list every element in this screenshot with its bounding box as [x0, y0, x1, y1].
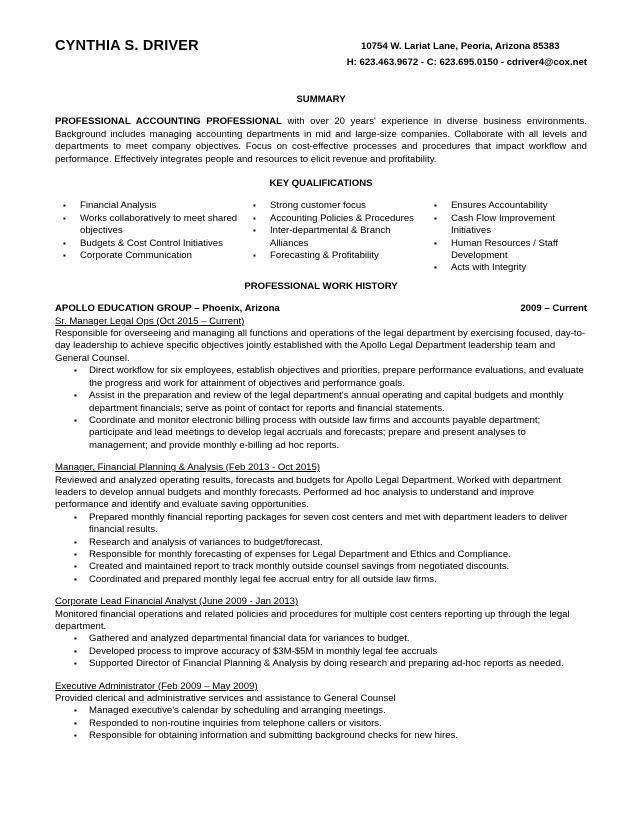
qualification-item: ▪ Inter-departmental & Branch Alliances [245, 225, 426, 250]
summary-paragraph [55, 116, 587, 166]
summary-lead: PROFESSIONAL ACCOUNTING PROFESSIONAL [55, 116, 282, 128]
qualification-item: ▪ Forecasting & Profitability [245, 250, 426, 262]
role-bullets [55, 705, 587, 742]
qualification-item: ▪ Accounting Policies & Procedures [245, 213, 426, 225]
role-bullet: ▪ Responded to non-routine inquiries from telephone callers or visitors. [55, 718, 587, 730]
resume-page [55, 40, 587, 743]
candidate-contact: H: 623.463.9672 - C: 623.695.0150 - cdriver4@cox.net [346, 57, 587, 68]
role-bullet: ▪ Created and maintained report to track monthly outside counsel savings from negotiated discounts. [55, 561, 587, 573]
role-bullet: ▪ Direct workflow for six employees, establish objectives and priorities, prepare performance evaluations, and evaluate the progress and work for attainment of objectives and performance goals. [55, 365, 587, 390]
resume-header [55, 40, 587, 74]
qualification-item: ▪ Works collaboratively to meet shared objectives [55, 213, 245, 238]
role-bullet: ▪ Supported Director of Financial Planning & Analysis by doing research and preparing ad-hoc reports as needed. [55, 658, 587, 670]
candidate-address: 10754 W. Lariat Lane, Peoria, Arizona 85383 [361, 41, 560, 52]
qualifications-column-1 [55, 200, 245, 274]
role-bullet: ▪ Coordinated and prepared monthly legal fee accrual entry for all outside law firms. [55, 574, 587, 586]
role-description: Provided clerical and administrative services and assistance to General Counsel [55, 693, 396, 705]
role-bullet: ▪ Research and analysis of variances to budget/forecast. [55, 537, 587, 549]
qualification-item: ▪ Cash Flow Improvement Initiatives [426, 213, 587, 238]
role-block [55, 316, 587, 452]
qualification-item: ▪ Strong customer focus [245, 200, 426, 212]
qualifications-grid [55, 200, 587, 274]
summary-text: with over 20 years' experience in diverse business environments. Background includes managing accounting departments in mid and large-size companies. Collaborate with all levels and departments to meet company objectives. Focus on cost-effective processes and procedures that impact workflow and performance. Effectively integrates people and resources to elicit revenue and profitability. [55, 116, 587, 165]
role-bullet: ▪ Assist in the preparation and review of the legal department's annual operating and capital budgets and monthly department financials; serve as point of contact for reports and financial statements. [55, 390, 587, 415]
role-bullets [55, 365, 587, 452]
role-description: Monitored financial operations and related policies and procedures for multiple cost centers reporting up through the legal department. [55, 608, 570, 633]
role-title: Sr. Manager Legal Ops (Oct 2015 – Current) [55, 315, 245, 327]
role-bullet: ▪ Coordinate and monitor electronic billing process with outside law firms and accounts payable department; participate and lead meetings to develop legal accruals and forecasts; prepare and present analyses to management; and provide monthly e-billing ad hoc reports. [55, 415, 587, 452]
work-history-heading: PROFESSIONAL WORK HISTORY [244, 280, 398, 292]
role-bullet: ▪ Responsible for monthly forecasting of expenses for Legal Department and Ethics and Compliance. [55, 549, 587, 561]
role-block [55, 681, 587, 743]
qualification-item: ▪ Corporate Communication [55, 250, 245, 262]
role-bullets [55, 633, 587, 670]
summary-heading: SUMMARY [296, 94, 346, 105]
role-block [55, 596, 587, 670]
role-title: Executive Administrator (Feb 2009 – May 2009) [55, 680, 258, 692]
role-bullets [55, 512, 587, 586]
role-title: Manager, Financial Planning & Analysis (Feb 2013 - Oct 2015) [55, 462, 321, 474]
qualification-item: ▪ Human Resources / Staff Development [426, 238, 587, 263]
qualification-item: ▪ Acts with Integrity [426, 262, 587, 274]
qualifications-column-3 [426, 200, 587, 274]
role-description: Responsible for overseeing and managing all functions and operations of the legal department by exercising focused, day-to-day leadership to achieve specific objectives jointly established with the Apollo Legal Department leadership team and General Counsel. [55, 328, 586, 364]
company-line [55, 303, 587, 315]
role-bullet: ▪ Managed executive's calendar by scheduling and arranging meetings. [55, 705, 587, 717]
candidate-name: CYNTHIA S. DRIVER [55, 38, 199, 54]
role-bullet: ▪ Developed process to improve accuracy of $3M-$5M in monthly legal fee accruals [55, 646, 587, 658]
qualifications-heading: KEY QUALIFICATIONS [269, 178, 373, 190]
company-dates: 2009 – Current [520, 303, 587, 315]
qualifications-column-2 [245, 200, 426, 274]
role-bullet: ▪ Gathered and analyzed departmental financial data for variances to budget. [55, 633, 587, 645]
role-bullet: ▪ Prepared monthly financial reporting packages for seven cost centers and met with department leaders to deliver financial results. [55, 512, 587, 537]
role-block [55, 462, 587, 586]
company-name: APOLLO EDUCATION GROUP – Phoenix, Arizona [55, 303, 280, 315]
role-bullet: ▪ Responsible for obtaining information and submitting background checks for new hires. [55, 730, 587, 742]
qualification-item: ▪ Ensures Accountability [426, 200, 587, 212]
role-title: Corporate Lead Financial Analyst (June 2009 - Jan 2013) [55, 596, 299, 608]
qualification-item: ▪ Financial Analysis [55, 200, 245, 212]
role-description: Reviewed and analyzed operating results, forecasts and budgets for Apollo Legal Department. Worked with department leaders to develop annual budgets and monthly forecasts. Performed ad hoc analysis to understand and improve performance and identify and evaluate saving opportunities. [55, 474, 561, 511]
qualification-item: ▪ Budgets & Cost Control Initiatives [55, 238, 245, 250]
